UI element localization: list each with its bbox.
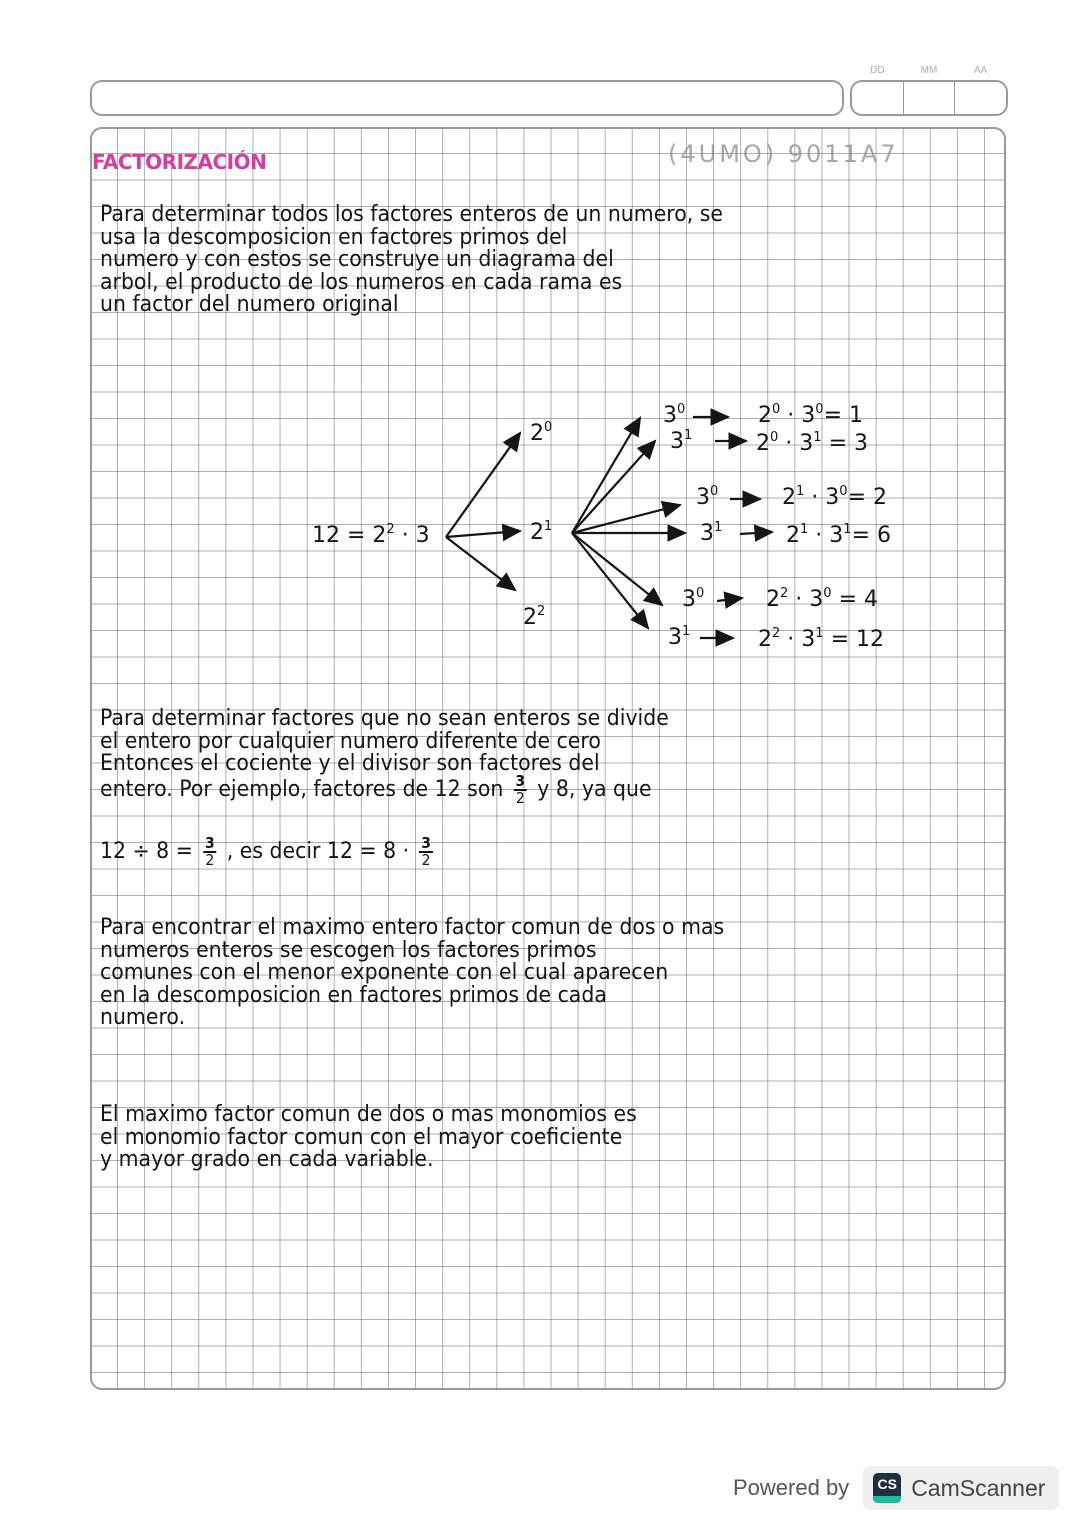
product-exp: 1: [815, 626, 824, 641]
dot-glyph: ·: [795, 587, 803, 612]
product-base: 2: [766, 587, 780, 612]
product-base: 2: [758, 403, 772, 428]
product-exp: 1: [843, 522, 852, 537]
leaf-base: 3: [670, 429, 684, 454]
text-segment: y 8, ya que: [537, 776, 652, 802]
product-exp: 1: [800, 522, 809, 537]
equation-left: 12 ÷ 8 =: [100, 839, 193, 864]
leaf-exp: 1: [684, 428, 693, 443]
text-line: y mayor grado en cada variable.: [100, 1147, 434, 1172]
equation-middle: , es decir 12 = 8 ·: [226, 839, 410, 864]
product-result: = 4: [838, 587, 878, 612]
text-line: Para determinar todos los factores enteros de un numero, se: [100, 202, 724, 227]
product-exp: 1: [813, 430, 822, 445]
text-line: [100, 771, 669, 807]
leaf-exp: 0: [677, 402, 686, 417]
leaf-base: 3: [668, 625, 682, 650]
text-line: numero.: [100, 1005, 186, 1030]
tree-root: [312, 522, 430, 548]
tree-node-2-0: [530, 420, 552, 446]
fraction-denominator: 2: [421, 851, 431, 869]
tree-leaf: [696, 484, 718, 510]
camscanner-watermark: [733, 1466, 1059, 1510]
text-line: comunes con el menor exponente con el cual aparecen: [100, 960, 669, 985]
product-exp: 2: [772, 626, 781, 641]
dot-glyph: ·: [787, 403, 795, 428]
leaf-product: [766, 586, 878, 612]
dot-glyph: ·: [787, 627, 795, 652]
camscanner-badge: [863, 1466, 1059, 1510]
page-title: FACTORIZACIÓN: [92, 150, 267, 174]
fraction-denominator: 2: [515, 788, 525, 807]
node-exp: 1: [544, 519, 553, 534]
product-base: 3: [799, 431, 814, 456]
root-exp: 2: [386, 522, 395, 537]
text-line: arbol, el producto de los numeros en cada rama es: [100, 269, 623, 295]
camscanner-logo-icon: CS: [873, 1473, 901, 1503]
text-line: Para encontrar el maximo entero factor comun de dos o mas: [100, 915, 725, 940]
node-exp: 0: [544, 420, 553, 435]
product-base: 3: [825, 485, 840, 510]
node-base: 2: [523, 605, 537, 630]
leaf-exp: 0: [710, 484, 719, 499]
node-base: 2: [530, 421, 544, 446]
tree-leaf: [668, 624, 690, 650]
product-base: 3: [801, 403, 816, 428]
powered-by-label: Powered by: [733, 1475, 850, 1500]
product-exp: 1: [796, 484, 805, 499]
node-exp: 2: [537, 604, 546, 619]
product-exp: 0: [839, 484, 848, 499]
tree-leaf: [700, 520, 722, 546]
text-line: El maximo factor comun de dos o mas monomios es: [100, 1102, 637, 1127]
product-exp: 0: [815, 402, 824, 417]
leaf-base: 3: [663, 403, 677, 428]
product-base: 2: [782, 485, 796, 510]
product-base: 3: [829, 523, 844, 548]
leaf-product: [786, 522, 891, 548]
paragraph-gcf-monomials: [100, 1102, 677, 1174]
leaf-exp: 1: [714, 520, 723, 535]
leaf-product: [758, 402, 863, 428]
paragraph-non-integer-factors: [100, 706, 712, 807]
product-exp: 0: [770, 430, 779, 445]
text-line: Entonces el cociente y el divisor son factores del: [100, 751, 600, 776]
fraction-denominator: 2: [205, 851, 215, 869]
product-base: 2: [758, 627, 772, 652]
text-line: el entero por cualquier numero diferente de cero: [100, 728, 601, 754]
example-equation: [100, 834, 462, 869]
product-result: = 12: [830, 627, 884, 652]
product-base: 2: [756, 431, 770, 456]
equation-line: [100, 834, 437, 869]
paragraph-gcf-integers: [100, 915, 771, 1032]
fraction-numerator: 3: [421, 834, 431, 852]
leaf-product: [756, 430, 868, 456]
fraction-three-halves: [419, 836, 432, 868]
date-month-label: MM: [920, 65, 938, 76]
text-line: el monomio factor comun con el mayor coeficiente: [100, 1124, 623, 1150]
date-year-label: AA: [974, 65, 988, 76]
tree-leaf: [682, 586, 704, 612]
product-result: = 6: [851, 523, 891, 548]
dot-glyph: ·: [811, 485, 819, 510]
leaf-product: [758, 626, 884, 652]
product-result: = 3: [828, 431, 868, 456]
leaf-base: 3: [700, 521, 714, 546]
text-segment: entero. Por ejemplo, factores de 12 son: [100, 776, 504, 802]
text-line: un factor del numero original: [100, 292, 399, 317]
product-exp: 0: [772, 402, 781, 417]
bleed-through-text: (4UMO) 9011A7: [668, 140, 899, 168]
leaf-exp: 1: [682, 624, 691, 639]
fraction-numerator: 3: [515, 771, 526, 790]
dot-glyph: ·: [815, 523, 823, 548]
product-exp: 0: [823, 586, 832, 601]
product-base: 3: [809, 587, 824, 612]
text-line: usa la descomposicion en factores primos del: [100, 224, 568, 250]
tree-leaf: [670, 428, 692, 454]
tree-node-2-1: [530, 519, 552, 545]
product-result: = 1: [823, 403, 863, 428]
node-base: 2: [530, 520, 544, 545]
text-line: Para determinar factores que no sean enteros se divide: [100, 706, 669, 731]
fraction-numerator: 3: [204, 834, 215, 852]
date-day-label: DD: [870, 65, 885, 76]
root-base: 12 = 2: [312, 523, 387, 548]
leaf-base: 3: [682, 587, 696, 612]
text-line: numeros enteros se escogen los factores primos: [100, 937, 597, 963]
product-base: 2: [786, 523, 800, 548]
tree-node-2-2: [523, 604, 545, 630]
product-base: 3: [801, 627, 816, 652]
tree-leaf: [663, 402, 685, 428]
root-tail: · 3: [394, 523, 430, 548]
fraction-three-halves: [203, 836, 216, 868]
leaf-base: 3: [696, 485, 710, 510]
text-line: en la descomposicion en factores primos de cada: [100, 982, 607, 1008]
product-result: = 2: [847, 485, 887, 510]
text-line: numero y con estos se construye un diagrama del: [100, 247, 614, 272]
leaf-exp: 0: [696, 586, 705, 601]
leaf-product: [782, 484, 887, 510]
dot-glyph: ·: [785, 431, 793, 456]
camscanner-name: CamScanner: [911, 1474, 1046, 1501]
product-exp: 2: [780, 586, 789, 601]
fraction-three-halves: [514, 771, 527, 807]
